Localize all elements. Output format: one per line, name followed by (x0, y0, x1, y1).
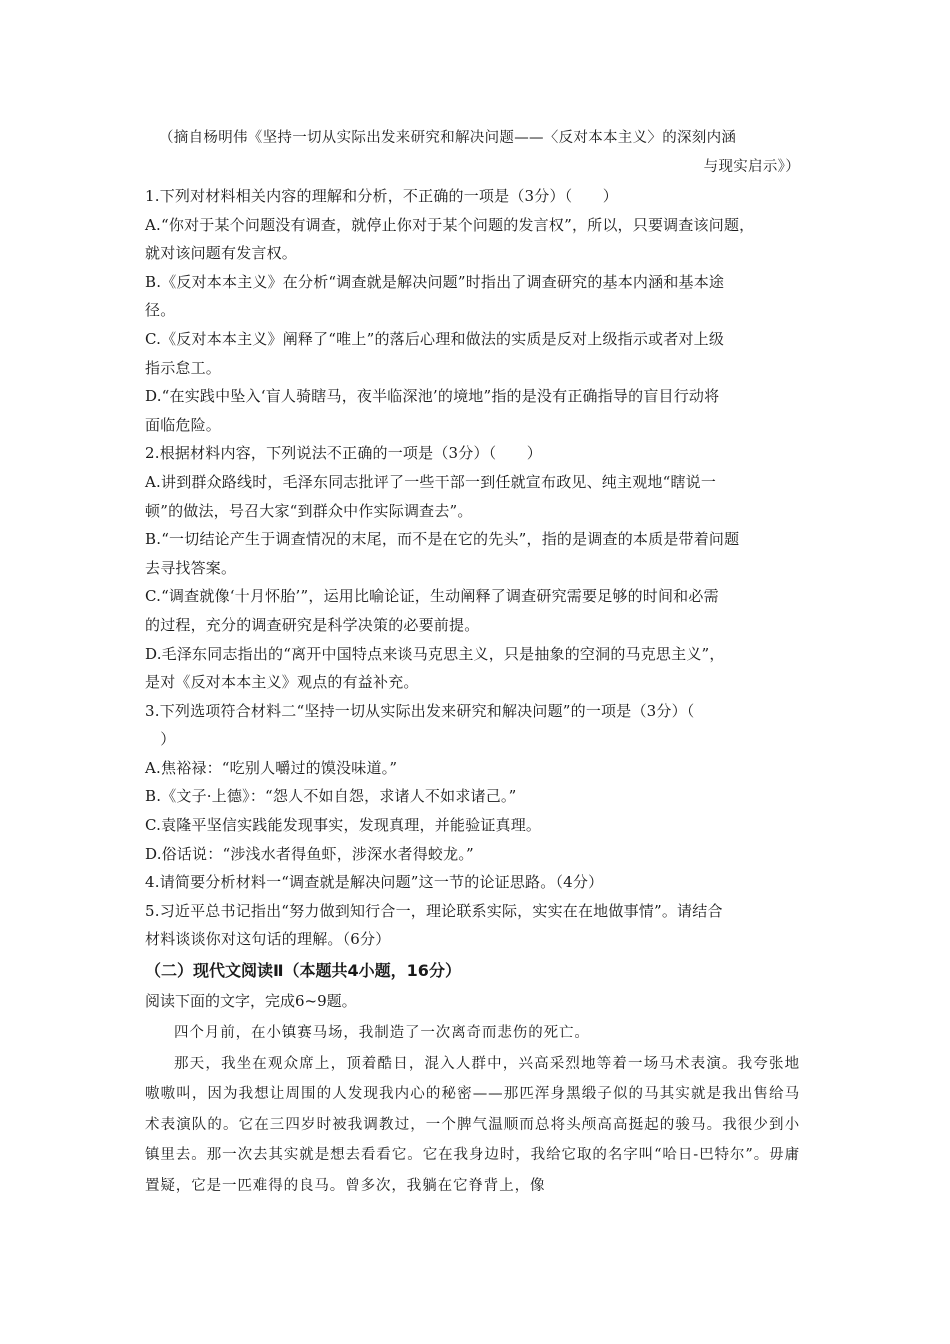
question-5 (145, 897, 800, 954)
option-b-line: B.“一切结论产生于调查情况的末尾，而不是在它的先头”，指的是调查的本质是带着问题 (145, 530, 740, 549)
option-c-line: C.袁隆平坚信实践能发现事实，发现真理，并能验证真理。 (145, 816, 542, 835)
option-a-line: A.焦裕禄：“吃别人嚼过的馍没味道。” (145, 758, 398, 777)
question-stem: 3.下列选项符合材料二“坚持一切从实际出发来研究和解决问题”的一项是（3分）（ (145, 701, 695, 720)
question-2 (145, 439, 800, 696)
option-b-line: 径。 (145, 301, 176, 320)
passage-paragraph: 那天，我坐在观众席上，顶着酷日，混入人群中，兴高采烈地等着一场马术表演。我夸张地嗷嗷叫，因为我想让周围的人发现我内心的秘密——那匹浑身黑缎子似的马其实就是我出售给马术表演队的。它在三四岁时被我调教过，一个脾气温顺而总将头颅高高挺起的骏马。我很少到小镇里去。那一次去其实就是想去看看它。它在我身边时，我给它取的名字叫“哈日-巴特尔”。毋庸置疑，它是一匹难得的良马。曾多次，我躺在它脊背上，像 (145, 1055, 800, 1194)
reading-passage (145, 1018, 800, 1201)
question-4: 4.请简要分析材料一“调查就是解决问题”这一节的论证思路。（4分） (145, 873, 604, 892)
question-3 (145, 697, 800, 869)
section-intro: 阅读下面的文字，完成6~9题。 (145, 992, 357, 1011)
option-d-line: D.俗话说：“涉浅水者得鱼虾，涉深水者得蛟龙。” (145, 844, 474, 863)
option-c-line: 的过程，充分的调查研究是科学决策的必要前提。 (145, 615, 480, 634)
option-d-line: 是对《反对本本主义》观点的有益补充。 (145, 673, 419, 692)
option-d-line: D.“在实践中坠入‘盲人骑瞎马，夜半临深池’的境地”指的是没有正确指导的盲目行动将 (145, 387, 720, 406)
option-c-line: C.“调查就像‘十月怀胎’”，运用比喻论证，生动阐释了调查研究需要足够的时间和必需 (145, 587, 719, 606)
option-c-line: 指示怠工。 (145, 358, 222, 377)
option-d-line: D.毛泽东同志指出的“离开中国特点来谈马克思主义，只是抽象的空洞的马克思主义”， (145, 644, 725, 663)
option-b-line: 去寻找答案。 (145, 558, 237, 577)
question-stem: 材料谈谈你对这句话的理解。（6分） (145, 930, 391, 949)
citation-line: （摘自杨明伟《坚持一切从实际出发来研究和解决问题——〈反对本本主义〉的深刻内涵 (159, 130, 737, 146)
option-d-line: 面临危险。 (145, 415, 222, 434)
question-stem-cont: ） (145, 730, 176, 749)
citation-line: 与现实启示》） (703, 159, 800, 175)
question-stem: 1.下列对材料相关内容的理解和分析，不正确的一项是（3分）（ ） (145, 187, 618, 205)
document-page (145, 124, 800, 1201)
option-c-line: C.《反对本本主义》阐释了“唯上”的落后心理和做法的实质是反对上级指示或者对上级 (145, 329, 725, 348)
option-b-line: B.《文子·上德》：“怨人不如自怨，求诸人不如求诸己。” (145, 787, 517, 806)
question-1 (145, 182, 800, 439)
question-stem: 5.习近平总书记指出“努力做到知行合一，理论联系实际，实实在在地做事情”。请结合 (145, 901, 723, 920)
passage-paragraph: 四个月前，在小镇赛马场，我制造了一次离奇而悲伤的死亡。 (174, 1025, 590, 1042)
option-a-line: 顿”的做法，号召大家“到群众中作实际调查去”。 (145, 501, 473, 520)
option-a-line: 就对该问题有发言权。 (145, 244, 298, 263)
option-a-line: A.“你对于某个问题没有调查，就停止你对于某个问题的发言权”，所以，只要调查该问题， (145, 215, 755, 234)
option-b-line: B.《反对本本主义》在分析“调查就是解决问题”时指出了调查研究的基本内涵和基本途 (145, 272, 725, 291)
section-heading: （二）现代文阅读Ⅱ（本题共4小题，16分） (145, 961, 461, 981)
source-citation (145, 124, 800, 182)
question-stem: 2.根据材料内容，下列说法不正确的一项是（3分）（ ） (145, 444, 542, 463)
option-a-line: A.讲到群众路线时，毛泽东同志批评了一些干部一到任就宣布政见、纯主观地“瞎说一 (145, 472, 717, 491)
